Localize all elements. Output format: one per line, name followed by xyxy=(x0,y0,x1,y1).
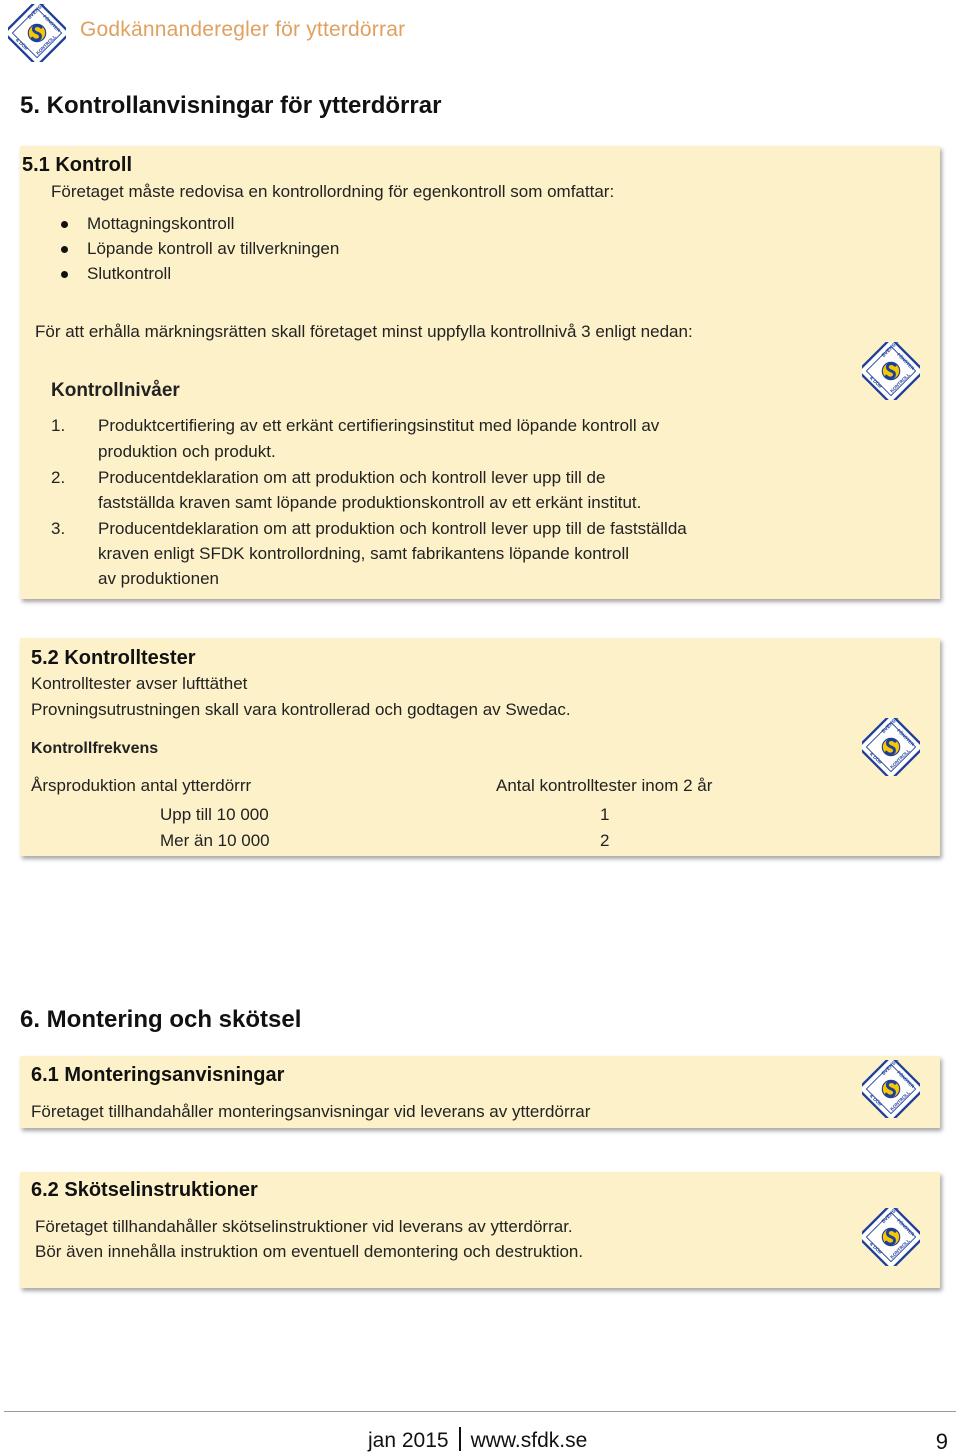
level-text: produktion och produkt. xyxy=(98,442,276,461)
bullet-dot xyxy=(61,221,68,228)
level-number: 1. xyxy=(51,416,66,435)
kontroll-requirement: För att erhålla märkningsrätten skall företaget minst uppfylla kontrollnivå 3 enligt nedan: xyxy=(35,322,693,341)
level-text: fastställda kraven samt löpande produktionskontroll av ett erkänt institut. xyxy=(98,493,642,512)
footer-divider xyxy=(4,1411,956,1412)
level-text: Producentdeklaration om att produktion och kontroll lever upp till de xyxy=(98,468,606,487)
skotselinstruktioner-title: 6.2 Skötselinstruktioner xyxy=(31,1179,258,1201)
kontroll-intro: Företaget måste redovisa en kontrollordning för egenkontroll som omfattar: xyxy=(51,182,615,201)
footer-date: jan 2015 xyxy=(368,1429,449,1452)
sfdk-logo xyxy=(862,718,920,776)
monteringsanvisningar-title: 6.1 Monteringsanvisningar xyxy=(31,1064,285,1086)
table-header-production: Årsproduktion antal ytterdörrr xyxy=(31,776,252,795)
footer-website: www.sfdk.se xyxy=(470,1429,588,1452)
bullet-item: Slutkontroll xyxy=(87,264,172,283)
skotselinstruktioner-box xyxy=(20,1172,940,1288)
table-cell-production: Mer än 10 000 xyxy=(160,831,270,850)
kontrolltester-line: Provningsutrustningen skall vara kontrollerad och godtagen av Swedac. xyxy=(31,700,571,719)
level-text: Producentdeklaration om att produktion och kontroll lever upp till de fastställda xyxy=(98,519,687,538)
level-number: 3. xyxy=(51,519,66,538)
level-text: Produktcertifiering av ett erkänt certifieringsinstitut med löpande kontroll av xyxy=(98,416,660,435)
section-5-heading: 5. Kontrollanvisningar för ytterdörrar xyxy=(20,92,442,119)
table-cell-production: Upp till 10 000 xyxy=(160,805,269,824)
table-cell-tests: 1 xyxy=(600,805,610,824)
sfdk-logo xyxy=(862,1208,920,1266)
sfdk-logo xyxy=(862,1060,920,1118)
level-number: 2. xyxy=(51,468,66,487)
document-header-title: Godkännanderegler för ytterdörrar xyxy=(80,18,406,41)
kontrolltester-line: Kontrolltester avser lufttäthet xyxy=(31,674,248,693)
bullet-item: Löpande kontroll av tillverkningen xyxy=(87,239,340,258)
sfdk-logo xyxy=(8,4,66,62)
kontrolltester-box xyxy=(20,638,940,856)
monteringsanvisningar-box xyxy=(20,1056,940,1128)
kontroll-title: 5.1 Kontroll xyxy=(22,154,133,176)
level-text: av produktionen xyxy=(98,569,219,588)
skotselinstruktioner-line: Företaget tillhandahåller skötselinstruktioner vid leverans av ytterdörrar. xyxy=(35,1217,573,1236)
skotselinstruktioner-line: Bör även innehålla instruktion om eventuell demontering och destruktion. xyxy=(35,1242,584,1261)
sfdk-logo xyxy=(862,342,920,400)
bullet-dot xyxy=(61,271,68,278)
footer xyxy=(368,1427,587,1453)
bullet-item: Mottagningskontroll xyxy=(87,214,235,233)
page-number: 9 xyxy=(935,1429,948,1454)
kontrolltester-title: 5.2 Kontrolltester xyxy=(31,647,196,669)
table-header-tests: Antal kontrolltester inom 2 år xyxy=(496,776,713,795)
kontroll-box xyxy=(20,146,940,599)
table-cell-tests: 2 xyxy=(600,831,610,850)
bullet-dot xyxy=(61,246,68,253)
kontrollfrekvens-title: Kontrollfrekvens xyxy=(31,740,159,757)
section-6-heading: 6. Montering och skötsel xyxy=(20,1006,302,1033)
kontrollnivaer-title: Kontrollnivåer xyxy=(51,380,180,401)
footer-separator xyxy=(459,1427,461,1451)
level-text: kraven enligt SFDK kontrollordning, samt fabrikantens löpande kontroll xyxy=(98,544,630,563)
monteringsanvisningar-text: Företaget tillhandahåller monteringsanvisningar vid leverans av ytterdörrar xyxy=(31,1102,591,1121)
